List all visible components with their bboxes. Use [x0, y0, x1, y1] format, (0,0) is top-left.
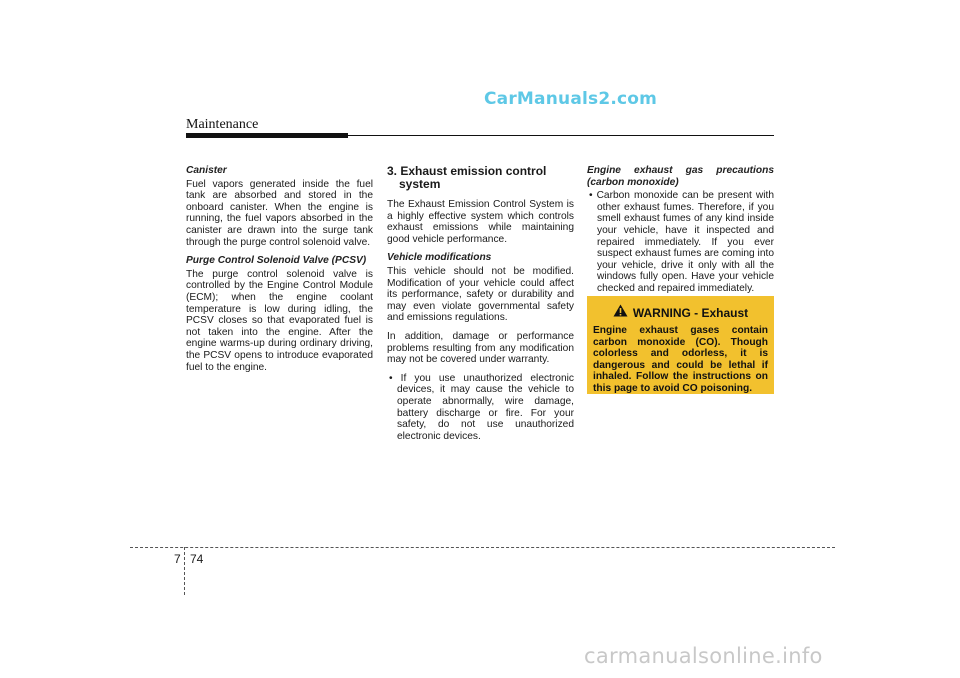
footer-vertical-line	[184, 547, 185, 595]
paragraph-pcsv: The purge control solenoid valve is controlled by the Engine Control Module (ECM); when the engine coolant temperature is low during idling, the PCSV closes so that evaporated fuel is not taken into the engine. After the engine warms-up during ordinary driving, the PCSV opens to introduce evaporated fuel to the engine.	[186, 268, 373, 373]
heading-exhaust-precautions: Engine exhaust gas precautions (carbon monoxide)	[587, 165, 774, 188]
footer-dashed-line	[130, 547, 835, 548]
heading-exhaust-emission: 3. Exhaust emission control system	[387, 164, 547, 191]
chapter-number: 7	[174, 552, 181, 566]
paragraph-modifications-2: In addition, damage or performance problems resulting from any modification may not be covered under warranty.	[387, 330, 574, 366]
bullet-carbon-monoxide: • Carbon monoxide can be present with other exhaust fumes. Therefore, if you smell exhaust fumes of any kind inside your vehicle, have it inspected and repaired immediately. If you ever suspect exhaust fumes are coming into your vehicle, drive it only with all the windows fully open. Have your vehicle checked and repaired immediately.	[589, 190, 774, 294]
heading-canister: Canister	[186, 165, 227, 176]
warning-body: Engine exhaust gases contain carbon monoxide (CO). Though colorless and odorless, it is dangerous and could be lethal if inhaled. Follow the instructions on this page to avoid CO poisoning.	[593, 325, 768, 394]
paragraph-modifications-1: This vehicle should not be modified. Modification of your vehicle could affect its performance, safety or durability and may even violate governmental safety and emissions regulations.	[387, 265, 574, 324]
heading-pcsv: Purge Control Solenoid Valve (PCSV)	[186, 255, 367, 267]
warning-box	[587, 296, 774, 394]
bullet-electronic-devices: • If you use unauthorized electronic devices, it may cause the vehicle to operate abnormally, wire damage, battery discharge or fire. For your safety, do not use unauthorized electronic devices.	[389, 372, 574, 442]
column-2	[387, 165, 574, 449]
page-number: 74	[190, 552, 204, 566]
header-rule-thin	[348, 135, 774, 136]
heading-vehicle-modifications: Vehicle modifications	[387, 252, 492, 264]
watermark-bottom: carmanualsonline.info	[584, 644, 823, 668]
column-3	[587, 165, 774, 302]
warning-title: WARNING - Exhaust	[632, 306, 749, 320]
warning-header	[593, 304, 768, 322]
watermark-top: CarManuals2.com	[484, 89, 658, 109]
warning-triangle-icon	[613, 304, 628, 322]
paragraph-canister: Fuel vapors generated inside the fuel tank are absorbed and stored in the onboard canister. When the engine is running, the fuel vapors absorbed in the canister are drawn into the surge tank through the purge control solenoid valve.	[186, 178, 373, 248]
paragraph-exhaust-emission: The Exhaust Emission Control System is a highly effective system which controls exhaust emissions while maintaining good vehicle performance.	[387, 199, 574, 245]
section-title: Maintenance	[186, 117, 259, 132]
column-1	[186, 165, 373, 380]
header-rule-thick	[186, 133, 348, 138]
